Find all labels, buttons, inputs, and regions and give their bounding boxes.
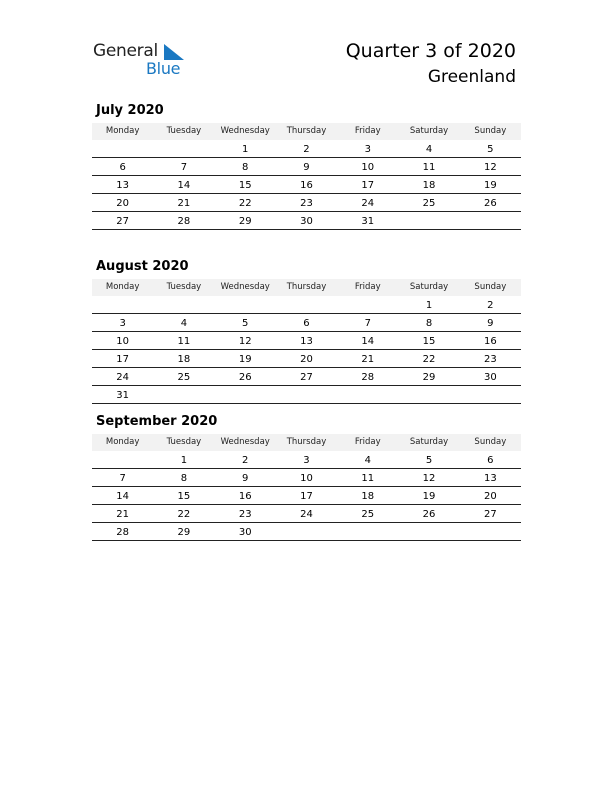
country-name: Greenland [427, 67, 516, 87]
day-cell [215, 296, 276, 313]
day-cell: 21 [361, 354, 375, 365]
week-row [92, 469, 521, 487]
logo-text-blue: Blue [146, 59, 181, 78]
day-cell: 28 [177, 216, 191, 227]
day-cell: 15 [177, 491, 191, 502]
day-cell: 18 [422, 180, 436, 191]
day-cell: 26 [422, 509, 436, 520]
day-cell: 17 [361, 180, 375, 191]
day-cell [337, 296, 398, 313]
day-cell: 25 [361, 509, 375, 520]
day-cell [460, 386, 521, 403]
day-cell: 4 [425, 144, 433, 155]
day-cell [398, 523, 459, 540]
week-row [92, 505, 521, 523]
day-cell: 8 [242, 162, 249, 173]
week-row [92, 350, 521, 368]
week-row [92, 176, 521, 194]
day-cell: 14 [177, 180, 191, 191]
month-title: September 2020 [96, 414, 218, 429]
day-cell: 19 [422, 491, 436, 502]
day-cell: 11 [422, 162, 436, 173]
weekday-label: Monday [105, 282, 140, 292]
day-cell: 24 [361, 198, 375, 209]
day-cell: 19 [238, 354, 252, 365]
day-cell: 8 [425, 318, 433, 329]
month-september [92, 414, 521, 541]
week-row [92, 386, 521, 404]
day-cell: 31 [116, 390, 129, 401]
day-cell [398, 212, 459, 229]
logo-text-general: General [93, 41, 158, 61]
day-cell: 11 [361, 473, 375, 484]
day-cell: 12 [483, 162, 497, 173]
weekday-label: Friday [354, 126, 381, 136]
month-august [92, 259, 521, 404]
day-cell: 6 [303, 318, 310, 329]
week-row [92, 296, 521, 314]
day-cell: 7 [180, 162, 188, 173]
day-cell: 23 [238, 509, 252, 520]
day-cell: 21 [116, 509, 129, 520]
day-cell: 5 [242, 318, 249, 329]
day-cell [153, 140, 214, 157]
weekday-label: Friday [354, 282, 381, 292]
day-cell: 27 [300, 372, 313, 383]
logo-triangle-icon [162, 44, 184, 60]
month-title: July 2020 [96, 103, 164, 118]
day-cell: 20 [483, 491, 497, 502]
generalblue-logo [93, 41, 193, 81]
day-cell: 4 [180, 318, 188, 329]
day-cell: 20 [300, 354, 313, 365]
day-cell: 7 [364, 318, 371, 329]
day-cell: 9 [487, 318, 494, 329]
day-cell: 13 [483, 473, 497, 484]
day-cell: 9 [303, 162, 310, 173]
day-cell: 30 [483, 372, 497, 383]
weekday-label: Tuesday [166, 437, 202, 447]
day-cell: 27 [116, 216, 129, 227]
week-row [92, 158, 521, 176]
day-cell: 15 [422, 336, 436, 347]
day-cell [153, 296, 214, 313]
day-cell: 27 [483, 509, 497, 520]
day-cell: 13 [116, 180, 129, 191]
day-cell: 29 [177, 527, 191, 538]
weekday-label: Sunday [474, 282, 507, 292]
month-title: August 2020 [96, 259, 189, 274]
day-cell [276, 523, 337, 540]
day-cell: 22 [422, 354, 436, 365]
day-cell: 16 [300, 180, 313, 191]
day-cell: 29 [422, 372, 436, 383]
weekday-label: Monday [105, 126, 140, 136]
day-cell: 12 [422, 473, 436, 484]
day-cell: 6 [487, 455, 494, 466]
day-cell [215, 386, 276, 403]
week-row [92, 332, 521, 350]
day-cell: 22 [177, 509, 191, 520]
weekday-label: Sunday [474, 437, 507, 447]
day-cell: 6 [119, 162, 126, 173]
day-cell: 14 [116, 491, 129, 502]
day-cell: 9 [242, 473, 249, 484]
day-cell: 23 [483, 354, 497, 365]
day-cell: 25 [422, 198, 436, 209]
day-cell: 13 [300, 336, 313, 347]
day-cell: 11 [177, 336, 191, 347]
weekday-label: Sunday [474, 126, 507, 136]
day-cell: 10 [361, 162, 375, 173]
day-cell [153, 386, 214, 403]
quarter-title: Quarter 3 of 2020 [345, 40, 516, 62]
week-row [92, 314, 521, 332]
day-cell: 10 [116, 336, 129, 347]
day-cell [276, 386, 337, 403]
day-cell: 2 [487, 300, 494, 311]
day-cell: 28 [116, 527, 129, 538]
day-cell [460, 523, 521, 540]
day-cell: 24 [300, 509, 313, 520]
day-cell: 18 [177, 354, 191, 365]
day-cell: 21 [177, 198, 191, 209]
day-cell [460, 212, 521, 229]
day-cell: 12 [238, 336, 252, 347]
day-cell [337, 386, 398, 403]
day-cell: 22 [238, 198, 252, 209]
day-cell: 3 [303, 455, 310, 466]
weekday-header-row [92, 123, 521, 140]
day-cell: 1 [242, 144, 249, 155]
day-cell: 1 [180, 455, 188, 466]
weekday-label: Thursday [286, 126, 327, 136]
week-row [92, 487, 521, 505]
day-cell: 29 [238, 216, 252, 227]
day-cell: 5 [487, 144, 494, 155]
day-cell: 17 [300, 491, 313, 502]
day-cell: 7 [119, 473, 126, 484]
day-cell: 26 [238, 372, 252, 383]
day-cell: 28 [361, 372, 375, 383]
day-cell: 30 [300, 216, 313, 227]
day-cell: 31 [361, 216, 375, 227]
day-cell [92, 140, 153, 157]
weekday-label: Wednesday [220, 126, 270, 136]
day-cell [337, 523, 398, 540]
day-cell: 18 [361, 491, 375, 502]
day-cell: 15 [238, 180, 252, 191]
weekday-label: Tuesday [166, 282, 202, 292]
day-cell: 5 [425, 455, 433, 466]
day-cell [398, 386, 459, 403]
day-cell [92, 451, 153, 468]
month-july [92, 103, 521, 230]
weekday-header-row [92, 434, 521, 451]
weekday-label: Wednesday [220, 282, 270, 292]
week-row [92, 212, 521, 230]
weekday-label: Saturday [409, 282, 449, 292]
weekday-label: Tuesday [166, 126, 202, 136]
weekday-label: Saturday [409, 126, 449, 136]
week-row [92, 368, 521, 386]
day-cell: 3 [364, 144, 371, 155]
day-cell: 30 [238, 527, 252, 538]
day-cell: 23 [300, 198, 313, 209]
day-cell: 20 [116, 198, 129, 209]
day-cell: 16 [238, 491, 252, 502]
day-cell: 24 [116, 372, 129, 383]
weekday-label: Wednesday [220, 437, 270, 447]
week-row [92, 451, 521, 469]
day-cell: 25 [177, 372, 191, 383]
day-cell: 26 [483, 198, 497, 209]
weekday-header-row [92, 279, 521, 296]
day-cell: 1 [425, 300, 433, 311]
day-cell: 19 [483, 180, 497, 191]
day-cell: 2 [303, 144, 310, 155]
week-row [92, 194, 521, 212]
weekday-label: Monday [105, 437, 140, 447]
day-cell: 3 [119, 318, 126, 329]
day-cell: 2 [242, 455, 249, 466]
week-row [92, 523, 521, 541]
day-cell [276, 296, 337, 313]
weekday-label: Friday [354, 437, 381, 447]
day-cell: 17 [116, 354, 129, 365]
weekday-label: Saturday [409, 437, 449, 447]
day-cell: 8 [180, 473, 188, 484]
day-cell [92, 296, 153, 313]
weekday-label: Thursday [286, 282, 327, 292]
day-cell: 16 [483, 336, 497, 347]
day-cell: 14 [361, 336, 375, 347]
day-cell: 4 [364, 455, 371, 466]
day-cell: 10 [300, 473, 313, 484]
weekday-label: Thursday [286, 437, 327, 447]
week-row [92, 140, 521, 158]
